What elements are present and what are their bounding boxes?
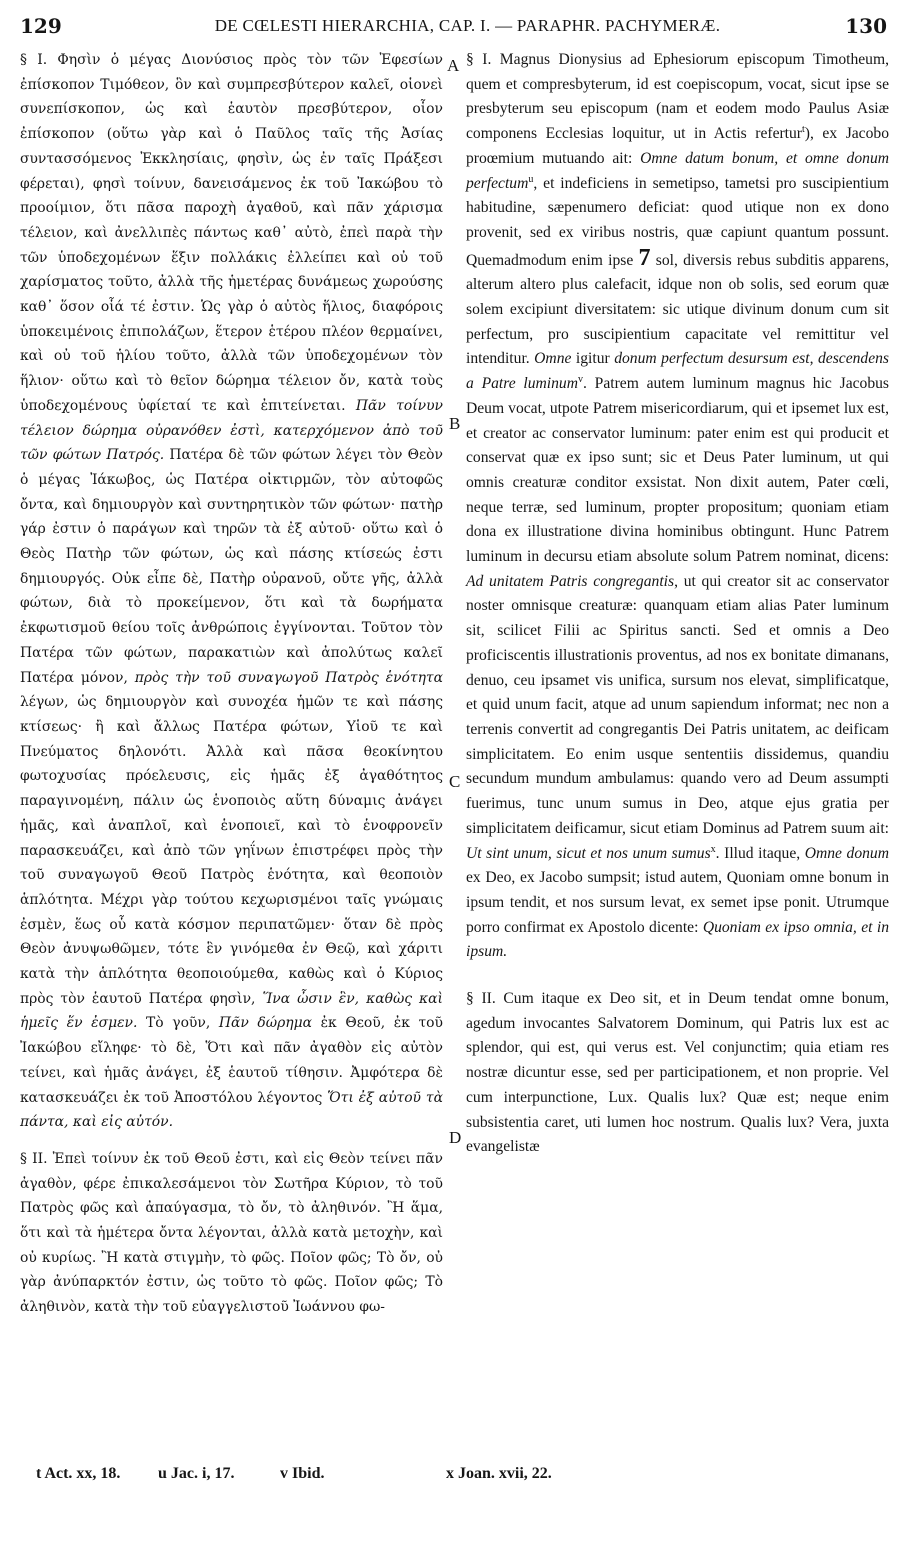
latin-section-1 [466, 48, 889, 965]
footnote-u: u Jac. i, 17. [158, 1465, 235, 1482]
latin-text: igitur [571, 350, 615, 368]
latin-quote: Quoniam ex ipso omnia, et in ipsum. [466, 918, 890, 961]
greek-section-1 [20, 48, 443, 1135]
greek-text: § I. Φησὶν ὁ μέγας Διονύσιος πρὸς τὸν τῶν Ἐφεσίων ἐπίσκοπον Τιμόθεον, ὃν καὶ συμπρεσβύτερον καλεῖ, οἱονεὶ συνεπίσκοπον, ὡς καὶ ἑαυτὸν πρεσβύτερον, οἷον ἐπίσκοπον (οὕτω γὰρ καὶ ὁ Παῦλος ταῖς τῆς Ἀσίας συντασσόμενος Ἐκκλησίαις, φησὶν, ὡς ἐν ταῖς Πράξεσι φέρεται), φησὶ τοίνυν, δανεισάμενος ἐκ τοῦ Ἰακώβου τὸ προοίμιον, ὅτι πᾶσα παροχὴ ἀγαθοῦ, καὶ πᾶν χάρισμα τέλειον, καὶ ἀνελλιπὲς πάντως καθ᾽ αὐτὸ, ἐπεὶ παρὰ τὴν τῶν ὑποδεχομένων ἕξιν πολλάκις ἐλλείπει καὶ οὐ τοῦ χαρίσματος τοῦτο, ἀλλὰ τῆς ἡμετέρας δυνάμεως χωρούσης καθ᾽ ὅσον οἷά τέ ἐστιν. Ὡς γὰρ ὁ αὐτὸς ἥλιος, διαφόροις ὑποκειμένοις ἐπιπολάζων, ἕτερον ἑτέρου πλέον θερμαίνει, καὶ οὐ τοῦ ἡλίου τοῦτο, ἀλλὰ τῶν ὑποδεχομένων τὸν ἥλιον· οὕτω καὶ τὸ θεῖον δώρημα τέλειον ὄν, κατὰ τοὺς ὑποδεχομένους ὑφίεταί τε καὶ ἐπιτείνεται. [20, 52, 443, 414]
margin-letter-a: A [447, 56, 460, 75]
greek-section-2: § II. Ἐπεὶ τοίνυν ἐκ τοῦ Θεοῦ ἐστι, καὶ εἰς Θεὸν τείνει πᾶν ἀγαθὸν, φέρε ἐπικαλεσάμενοι τὸν Σωτῆρα Κύριον, τὸ τοῦ Πατρὸς φῶς καὶ ἀπαύγασμα, τὸ ὄν, τὸ ἀληθινόν. Ἢ ἅμα, ὅτι καὶ τὰ ἡμέτερα ὄντα λέγονται, ἀλλὰ κατὰ μετοχὴν, καὶ οὐ κυρίως. Ἢ κατὰ στιγμὴν, τὸ φῶς. Ποῖον φῶς; Τὸ ὄν, οὐ γὰρ ἀνύπαρκτόν ἐστιν, ὡς τοῦτο τὸ φῶς. Ποῖον φῶς; Τὸ ἀληθινὸν, κατὰ τὴν τοῦ εὐαγγελιστοῦ Ἰωάννου φω- [20, 1150, 443, 1316]
page-number-left: 129 [20, 14, 62, 38]
latin-quote: Omne datum bonum, et omne donum perfectum [466, 149, 890, 192]
latin-text: § I. Magnus Dionysius ad Ephesiorum episcopum Timotheum, quem et compresbyterum, id est coepiscopum, vocat, sicut ipse se presbyterum seu episcopum (nam et eodem modo Paulus Asiæ componens Ecclesias loquitur, ut in Actis refertur [466, 51, 889, 143]
greek-quote: Ἵνα ὦσιν ἓν, καθὼς καὶ ἡμεῖς ἕν ἐσμεν. [20, 990, 443, 1032]
page-number-right: 130 [845, 14, 887, 38]
footnote-marker: v [577, 373, 583, 385]
footnote-marker: u [528, 173, 534, 185]
footnote-marker: t [802, 123, 805, 135]
latin-text: . Illud itaque, [715, 844, 805, 862]
greek-quote: Ὅτι ἐξ αὐτοῦ τὰ πάντα, καὶ εἰς αὐτόν. [20, 1089, 443, 1131]
running-header [14, 14, 891, 42]
greek-text: Πατέρα δὲ τῶν φώτων λέγει τὸν Θεὸν ὁ μέγας Ἰάκωβος, ὡς Πατέρα οἰκτιρμῶν, τὸν αὐτοφῶς ὄντα, καὶ δημιουργὸν καὶ συντηρητικὸν τῶν φώτων· πατὴρ γάρ ἐστιν ὁ παράγων καὶ τηρῶν τὰ ἐξ αὐτοῦ· οὕτω καὶ ὁ Θεὸς Πατὴρ τῶν φώτων, ὡς καὶ πάσης κτίσεώς ἐστι δημιουργός. Οὐκ εἶπε δὲ, Πατὴρ οὐρανοῦ, οὔτε γῆς, ἀλλὰ φώτων, διὰ τὸ προκείμενον, ὅτι καὶ τὰ δωρήματα ἐκφωτισμοῦ θείου τοῖς ἀνθρώποις ἐγγίνονται. Τοῦτον τὸν Πατέρα τῶν φώτων, παρακατιὼν καὶ ἀπολύτως καλεῖ Πατέρα μόνον, [20, 447, 443, 686]
footnote-t: t Act. xx, 18. [36, 1465, 121, 1482]
margin-letter-c: C [449, 772, 461, 791]
latin-section-2: § II. Cum itaque ex Deo sit, et in Deum tendat omne bonum, agedum invocantes Salvatorem Dominum, qui Patris lux est ac splendor, qui est, qui verus est. Vel conjunctim; quia etiam res nostræ dicuntur esse, sed per participationem, et non proprie. Vel cum interpunctione, Lux. Qualis lux? Quæ est; neque enim subsistentia caret, uti lumen hoc nostrum. Qualis lux? Vera, juxta evangelistæ [466, 990, 889, 1156]
greek-text: Τὸ γοῦν, [137, 1015, 219, 1032]
latin-quote: donum perfectum desursum est, descendens a Patre luminum [466, 350, 889, 393]
running-title: DE CŒLESTI HIERARCHIA, CAP. I. — PARAPHR. PACHYMERÆ. [214, 16, 721, 35]
latin-quote: Omne donum [804, 844, 889, 862]
latin-quote: Ad unitatem Patris congregantis [466, 572, 675, 590]
margin-letter-b: B [449, 414, 461, 433]
latin-quote: Omne [534, 350, 572, 368]
margin-letter-d: D [449, 1128, 462, 1147]
greek-column [20, 48, 443, 1320]
greek-quote: Πᾶν τοίνυν τέλειον δώρημα οὐρανόθεν ἐστὶ, κατερχόμενον ἀπὸ τοῦ τῶν φώτων Πατρός. [20, 397, 443, 464]
greek-quote: Πᾶν δώρημα [218, 1015, 312, 1032]
footnote-x: x Joan. xvii, 22. [446, 1465, 552, 1482]
latin-text: , ut qui creator sit ac conservator noster omnisque creaturæ: quanquam etiam alias Pater luminum sit, scilicet Filii ac Spiritus sancti. Sed et omnis a Deo proficiscentis illustrationis proventus, ad nos ex bonitate dimanans, denuo, ceu ipsamet vis unifica, sursum nos elevat, simplificatque, et quid unum facit, atque ad unum sapiendum informat; nec non a terrenis convertit ad congregantis Dei Patris unitatem, ac deificam simplicitatem. Eo enim usque sententiis dissidemus, quandiu secundum mundum ambulamus: quando vero ad Deum assumpti fuerimus, tunc unum sumus in Deo, atque ejus gratia per simplicitatem deificamur, sicut etiam Dominus ad Patrem suum ait: [466, 572, 889, 837]
greek-text: λέγων, ὡς δημιουργὸν καὶ συνοχέα ἡμῶν τε καὶ πάσης κτίσεως· ἢ καὶ ἄλλως Πατέρα φώτων, Υἱοῦ τε καὶ Πνεύματος δηλονότι. Ἀλλὰ καὶ πᾶσα θεοκίνητου φωτοχυσίας πρόελευσις, εἰς ἡμᾶς ἐξ ἀγαθότητος παραγινομένη, πάλιν ὡς ἑνοποιὸς αὕτη δύναμις ἀνάγει ἡμᾶς, καὶ ἀναπλοῖ, καὶ ἑνοποιεῖ, καὶ τὸ ἑνοφρονεῖν παρασκευάζει, καὶ ἀπὸ τῶν γηΐνων ἐπιστρέφει πρὸς τὴν τοῦ συναγωγοῦ Θεοῦ Πατρὸς ἑνότητα, καὶ θεοποιὸν ἁπλότητα. Μέχρι γὰρ τούτου κεχωρισμένοι ταῖς γνώμαις ἐσμὲν, ἕως οὗ κατὰ κόσμον περιπατῶμεν· ὅταν δὲ πρὸς Θεὸν ἀνυψωθῶμεν, τότε ἓν γινόμεθα ἐν Θεῷ, καὶ χάριτι κατὰ τὴν ἁπλότητα θεοποιούμεθα, καθὼς καὶ ὁ Κύριος πρὸς τὸν ἑαυτοῦ Πατέρα φησὶν, [20, 694, 443, 1007]
footnote-v: v Ibid. [280, 1465, 325, 1482]
footnotes [36, 1465, 886, 1489]
original-page-number: 7 [638, 244, 651, 271]
latin-text: ), ex Jacobo proœmium mutuando ait: [466, 125, 889, 167]
latin-text: , et indeficiens in semetipso, tametsi pro suscipientium habitudine, sæpenumero deficiat: quod utique non ex dono provenit, sed ex viribus nostris, quæ capiunt quantum possunt. Quemadmodum enim ipse [466, 174, 889, 269]
latin-text: . Patrem autem luminum magnus hic Jacobus Deum vocat, utpote Patrem misericordiarum, qui et ipsemet lux est, et creator ac conservator luminum: pater enim est qui producit et conservat quæ ex ipso sunt; sic et Deus Pater luminum, ut qui omnis creaturæ conditor exsistat. Non dixit autem, Pater cœli, neque terræ, sed luminum, propter propositum; quoniam etiam dona ex illustratione divina hominibus obtingunt. Hunc Patrem luminum in decursu etiam absolute solum Patrem nominat, dicens: [466, 375, 889, 566]
footnote-marker: x [710, 843, 716, 855]
latin-quote: Ut sint unum, sicut et nos unum sumus [466, 844, 711, 862]
greek-text: ἐκ Θεοῦ, ἐκ τοῦ Ἰακώβου εἴληφε· τὸ δὲ, Ὅτι καὶ πᾶν ἀγαθὸν εἰς αὐτὸν τείνει, καὶ ἡμᾶς ἀνάγει, ἐξ ἑαυτοῦ τίθησιν. Ἀμφότερα δὲ κατασκευάζει ἐκ τοῦ Ἀποστόλου λέγοντος [20, 1015, 443, 1106]
latin-text: ex Deo, ex Jacobo sumpsit; istud autem, Quoniam omne bonum in ipsum tendit, et nos sursum levat, ex semet ipse ponit. Utrumque porro confirmat ex Apostolo dicente: [466, 869, 889, 936]
latin-column [466, 48, 889, 1160]
greek-quote: πρὸς τὴν τοῦ συναγωγοῦ Πατρὸς ἑνότητα [134, 669, 443, 686]
latin-text: sol, diversis rebus subditis apparens, alterum altero plus calefacit, idque non ob solis, sed eorum quæ solem excipiunt diversitatem: sic utique divinum donum cum sit perfectum, pro suscipientium capacitate vel remittitur vel intenditur. [466, 251, 889, 368]
